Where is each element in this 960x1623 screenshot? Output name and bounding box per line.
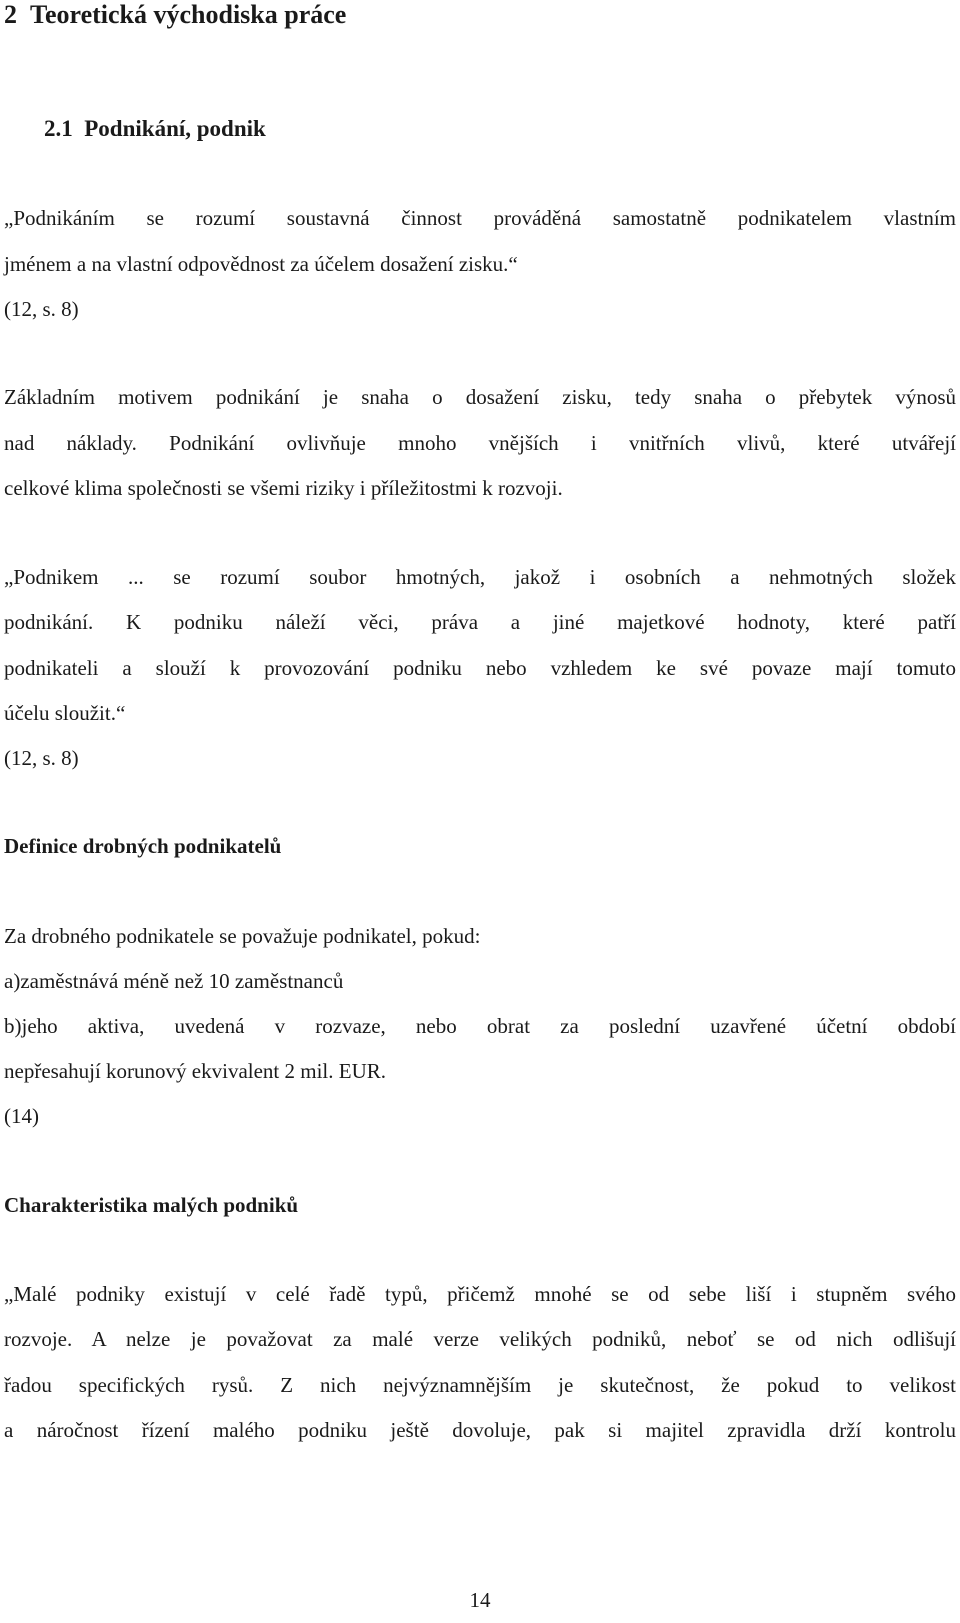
text-line: jménem a na vlastní odpovědnost za účelem dosažení zisku.“ bbox=[4, 252, 518, 276]
text-line: b)jeho aktiva, uvedená v rozvaze, nebo obrat za poslední uzavřené účetní období bbox=[4, 1014, 956, 1038]
text-line: a)zaměstnává méně než 10 zaměstnanců bbox=[4, 969, 344, 993]
text-line: celkové klima společnosti se všemi riziky i příležitostmi k rozvoji. bbox=[4, 476, 563, 500]
text-line: „Malé podniky existují v celé řadě typů, přičemž mnohé se od sebe liší i stupněm svého bbox=[4, 1282, 956, 1306]
text-line: podnikateli a slouží k provozování podniku nebo vzhledem ke své povaze mají tomuto bbox=[4, 656, 956, 680]
page-number: 14 bbox=[469, 1588, 491, 1612]
citation: (12, s. 8) bbox=[4, 297, 79, 321]
section-heading bbox=[44, 115, 844, 143]
section-number: 2.1 bbox=[44, 116, 73, 141]
text-line: řadou specifických rysů. Z nich nejvýznamnějším je skutečnost, že pokud to velikost bbox=[4, 1373, 956, 1397]
text-line: podnikání. K podniku náleží věci, práva a jiné majetkové hodnoty, které patří bbox=[4, 610, 956, 634]
text-line: účelu sloužit.“ bbox=[4, 701, 126, 725]
text-line: Základním motivem podnikání je snaha o dosažení zisku, tedy snaha o přebytek výnosů bbox=[4, 385, 956, 409]
chapter-heading bbox=[4, 0, 956, 30]
citation: (14) bbox=[4, 1104, 39, 1128]
text-line: „Podnikáním se rozumí soustavná činnost prováděná samostatně podnikatelem vlastním bbox=[4, 206, 956, 230]
chapter-number: 2 bbox=[4, 0, 17, 29]
text-line: rozvoje. A nelze je považovat za malé verze velikých podniků, neboť se od nich odlišují bbox=[4, 1327, 956, 1351]
text-line: Za drobného podnikatele se považuje podnikatel, pokud: bbox=[4, 924, 481, 948]
subheading-charakteristika: Charakteristika malých podniků bbox=[4, 1193, 299, 1217]
text-line: nad náklady. Podnikání ovlivňuje mnoho vnějších i vnitřních vlivů, které utvářejí bbox=[4, 431, 956, 455]
section-title: Podnikání, podnik bbox=[84, 116, 266, 141]
text-line: a náročnost řízení malého podniku ještě dovoluje, pak si majitel zpravidla drží kontrolu bbox=[4, 1418, 956, 1442]
chapter-title: Teoretická východiska práce bbox=[30, 0, 347, 29]
text-line: nepřesahují korunový ekvivalent 2 mil. EUR. bbox=[4, 1059, 387, 1083]
subheading-definice: Definice drobných podnikatelů bbox=[4, 834, 282, 858]
citation: (12, s. 8) bbox=[4, 746, 79, 770]
text-line: „Podnikem ... se rozumí soubor hmotných, jakož i osobních a nehmotných složek bbox=[4, 565, 956, 589]
